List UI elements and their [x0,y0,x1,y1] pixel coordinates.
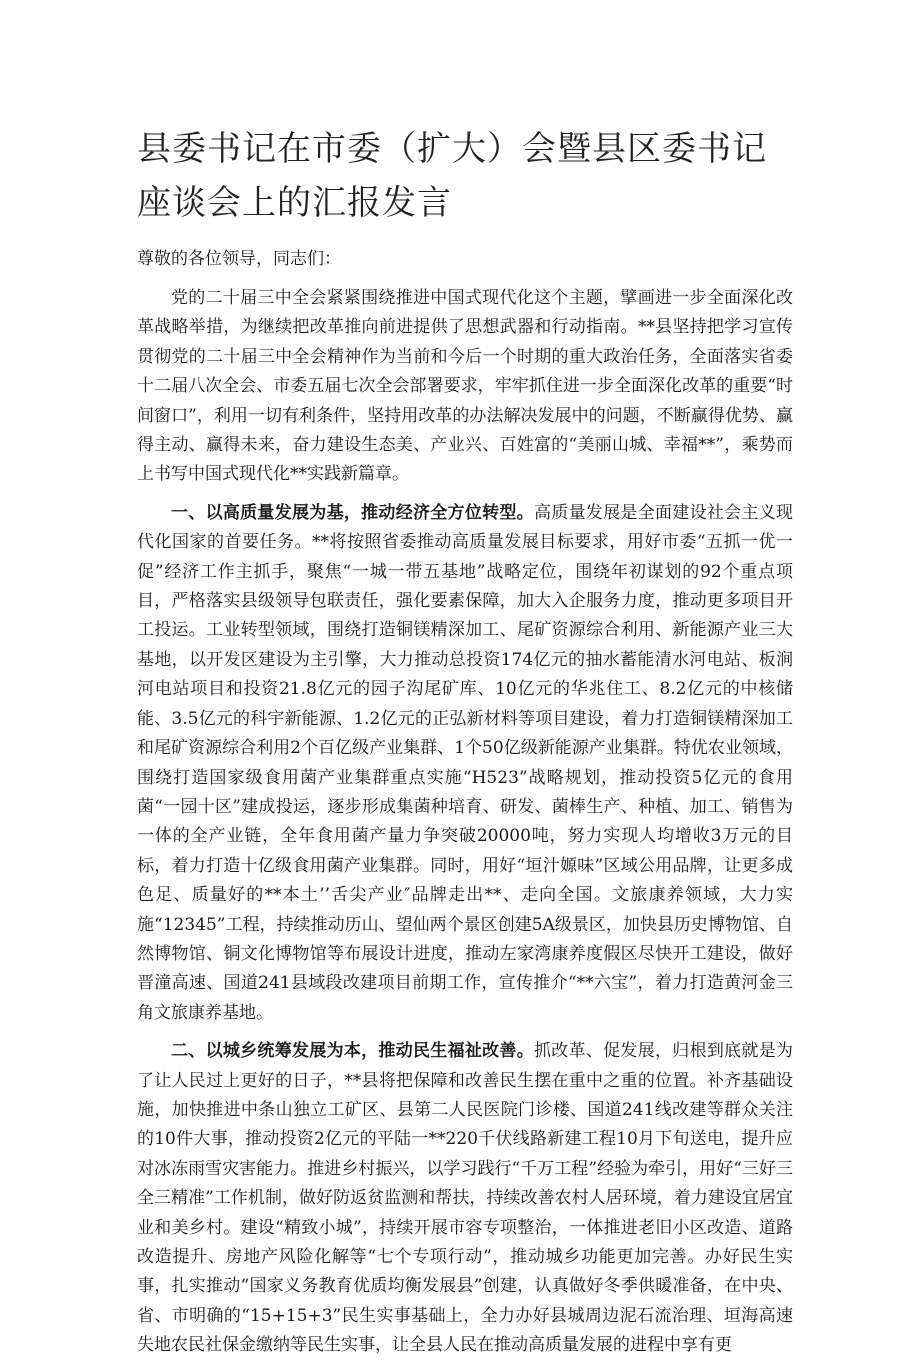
document-page [137,122,793,1370]
section-2-heading: 二、以城乡统筹发展为本，推动民生福祉改善。 [171,1041,534,1062]
paragraph-section-1 [137,499,793,1028]
paragraph-intro-text: 党的二十届三中全会紧紧围绕推进中国式现代化这个主题，擘画进一步全面深化改革战略举措，为继续把改革推向前进提供了思想武器和行动指南。**县坚持把学习宣传贯彻党的二十届三中全会精神作为当前和今后一个时期的重大政治任务，全面落实省委十二届八次全会、市委五届七次全会部署要求，牢牢抓住进一步全面深化改革的重要“时间窗口”，利用一切有利条件，坚持用改革的办法解决发展中的问题，不断赢得优势、赢得主动、赢得未来，奋力建设生态美、产业兴、百姓富的“美丽山城、幸福**”，乘势而上书写中国式现代化**实践新篇章。 [137,288,793,485]
section-1-heading: 一、以高质量发展为基，推动经济全方位转型。 [171,502,534,523]
section-1-text: 高质量发展是全面建设社会主义现代化国家的首要任务。**将按照省委推动高质量发展目标要求，用好市委“五抓一优一促”经济工作主抓手，聚焦“一城一带五基地”战略定位，围绕年初谋划的92个重点项目，严格落实县级领导包联责任，强化要素保障，加大入企服务力度，推动更多项目开工投运。工业转型领域，围绕打造铜镁精深加工、尾矿资源综合利用、新能源产业三大基地，以开发区建设为主引擎，大力推动总投资174亿元的抽水蓄能清水河电站、板涧河电站项目和投资21.8亿元的园子沟尾矿库、10亿元的华兆住工、8.2亿元的中核储能、3.5亿元的科宇新能源、1.2亿元的正弘新材料等项目建设，着力打造铜镁精深加工和尾矿资源综合利用2个百亿级产业集群、1个50亿级新能源产业集群。特优农业领域，围绕打造国家级食用菌产业集群重点实施“H523”战略规划，推动投资5亿元的食用菌“一园十区”建成投运，逐步形成集菌种培育、研发、菌棒生产、种植、加工、销售为一体的全产业链，全年食用菌产量力争突破20000吨，努力实现人均增收3万元的目标，着力打造十亿级食用菌产业集群。同时，用好“垣汁嫄味”区域公用品牌，让更多成色足、质量好的**本土’’舌尖产业″品牌走出**、走向全国。文旅康养领域，大力实施“12345”工程，持续推动历山、望仙两个景区创建5A级景区，加快县历史博物馆、自然博物馆、铜文化博物馆等布展设计进度，推动左家湾康养度假区尽快开工建设，做好晋潼高速、国道241县域段改建项目前期工作，宣传推介“**六宝”，着力打造黄河金三角文旅康养基地。 [137,502,793,1023]
paragraph-section-2 [137,1037,793,1360]
paragraph-intro [137,284,793,490]
document-title: 县委书记在市委（扩大）会暨县区委书记座谈会上的汇报发言 [137,129,767,223]
salutation: 尊敬的各位领导，同志们： [137,249,341,269]
section-2-text: 抓改革、促发展，归根到底就是为了让人民过上更好的日子，**县将把保障和改善民生摆在重中之重的位置。补齐基础设施，加快推进中条山独立工矿区、县第二人民医院门诊楼、国道241线改建等群众关注的10件大事，推动投资2亿元的平陆一**220千伏线路新建工程10月下旬送电，提升应对冰冻雨雪灾害能力。推进乡村振兴，以学习践行“千万工程”经验为牵引，用好“三好三全三精准”工作机制，做好防返贫监测和帮扶，持续改善农村人居环境，着力建设宜居宜业和美乡村。建设“精致小城”，持续开展市容专项整治，一体推进老旧小区改造、道路改造提升、房地产风险化解等“七个专项行动”，推动城乡功能更加完善。办好民生实事，扎实推动“国家义务教育优质均衡发展县”创建，认真做好冬季供暖准备，在中央、省、市明确的“15+15+3”民生实事基础上，全力办好县城周边泥石流治理、垣海高速失地农民社保金缴纳等民生实事，让全县人民在推动高质量发展的进程中享有更 [137,1041,793,1356]
